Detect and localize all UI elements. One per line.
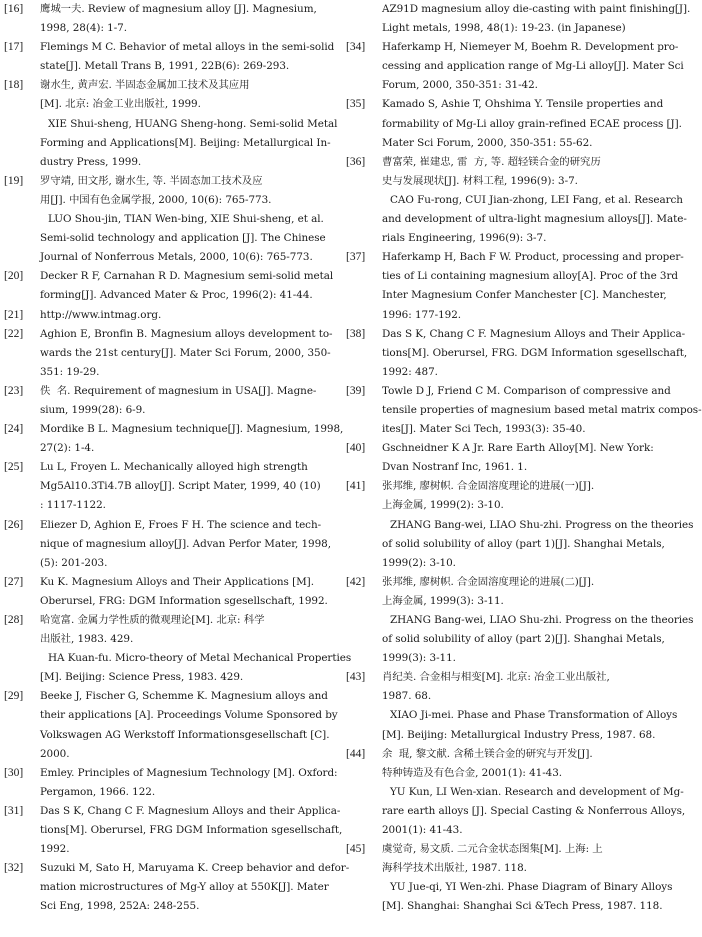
- reference-entry: [346, 668, 678, 744]
- reference-line: ZHANG Bang-wei, LIAO Shu-zhi. Progress on the theories: [390, 614, 694, 626]
- reference-text: [40, 172, 326, 267]
- reference-line: Mater Sci Forum, 2000, 350-351: 55-62.: [382, 136, 593, 149]
- reference-line: forming[J]. Advanced Mater & Proc, 1996(2): 41-44.: [40, 289, 313, 302]
- reference-line: Flemings M C. Behavior of metal alloys in the semi-solid: [40, 41, 335, 54]
- reference-line: wards the 21st century[J]. Mater Sci Forum, 2000, 350-: [40, 346, 331, 359]
- reference-line: 351: 19-29.: [40, 365, 100, 378]
- reference-text: [382, 439, 664, 477]
- reference-line: Haferkamp H, Bach F W. Product, processing and proper-: [382, 251, 684, 264]
- reference-line: dustry Press, 1999.: [40, 155, 142, 168]
- reference-line: Suzuki M, Sato H, Maruyama K. Creep behavior and defor-: [40, 862, 350, 875]
- reference-line: [M]. 北京: 冶金工业出版社, 1999.: [40, 98, 201, 111]
- reference-line: Pergamon, 1966. 122.: [40, 785, 156, 798]
- reference-line: nique of magnesium alloy[J]. Advan Perfor Mater, 1998,: [40, 537, 331, 550]
- reference-text: [382, 745, 686, 840]
- reference-text: [382, 668, 678, 744]
- reference-line: 特种铸造及有色合金, 2001(1): 41-43.: [382, 766, 563, 779]
- reference-line: HA Kuan-fu. Micro-theory of Metal Mechanical Properties: [48, 652, 352, 665]
- reference-entry: [346, 95, 682, 152]
- reference-entry: [4, 516, 331, 573]
- reference-line: 曹富荣, 崔建忠, 雷 方, 等. 超轻镁合金的研究历: [382, 155, 601, 168]
- reference-text: [40, 859, 350, 916]
- reference-line: their applications [A]. Proceedings Volume Sponsored by: [40, 709, 338, 722]
- reference-column-left: [4, 0, 352, 917]
- reference-line: ties of Li containing magnesium alloy[A]. Proc of the 3rd: [382, 270, 679, 283]
- reference-text: [382, 325, 688, 382]
- reference-number: [20]: [4, 270, 24, 283]
- reference-text: [40, 764, 338, 802]
- reference-line: Gschneidner K A Jr. Rare Earth Alloy[M]. New York:: [382, 442, 654, 455]
- reference-number: [31]: [4, 804, 24, 817]
- reference-line: tensile properties of magnesium based metal matrix compos-: [382, 403, 702, 416]
- reference-line: 肖纪美. 合金相与相变[M]. 北京: 冶金工业出版社,: [382, 671, 610, 684]
- reference-line: Haferkamp H, Niemeyer M, Boehm R. Development pro-: [382, 41, 679, 54]
- reference-line: Emley. Principles of Magnesium Technology [M]. Oxford:: [40, 766, 338, 779]
- reference-line: rare earth alloys [J]. Special Casting & Nonferrous Alloys,: [382, 804, 686, 817]
- reference-line: 1999(3): 3-11.: [382, 652, 456, 665]
- reference-line: 余 琨, 黎文献. 含稀土镁合金的研究与开发[J].: [382, 747, 593, 760]
- reference-line: rials Engineering, 1996(9): 3-7.: [382, 232, 547, 245]
- reference-line: Mordike B L. Magnesium technique[J]. Magnesium, 1998,: [40, 423, 344, 436]
- reference-text: [40, 382, 322, 420]
- reference-entry: [4, 802, 343, 859]
- reference-number: [42]: [346, 575, 366, 588]
- reference-line: Ku K. Magnesium Alloys and Their Applications [M].: [40, 575, 314, 588]
- reference-line: 2001(1): 41-43.: [382, 824, 463, 837]
- reference-entry: [4, 306, 322, 325]
- reference-line: YU Kun, LI Wen-xian. Research and development of Mg-: [390, 785, 684, 798]
- reference-entry: [346, 248, 684, 324]
- reference-entry: [346, 573, 694, 668]
- reference-text: [40, 38, 335, 76]
- reference-number: [16]: [4, 3, 24, 15]
- reference-line: YU Jue-qi, YI Wen-zhi. Phase Diagram of Binary Alloys: [390, 881, 673, 894]
- reference-entry: [4, 458, 322, 515]
- reference-line: 上海金属, 1999(2): 3-10.: [382, 499, 504, 512]
- reference-text: [382, 573, 694, 668]
- reference-number: [40]: [346, 442, 366, 455]
- reference-entry: [4, 764, 338, 802]
- reference-text: [382, 382, 702, 439]
- reference-line: 罗守靖, 田文彤, 谢水生, 等. 半固态加工技术及应: [40, 174, 263, 187]
- reference-text: [40, 687, 338, 763]
- reference-text: [382, 38, 684, 95]
- reference-text: [382, 840, 673, 916]
- reference-line: 1996: 177-192.: [382, 308, 462, 321]
- reference-line: [M]. Beijing: Science Press, 1983. 429.: [40, 671, 244, 684]
- reference-number: [24]: [4, 423, 24, 436]
- reference-number: [19]: [4, 174, 24, 187]
- reference-line: (5): 201-203.: [40, 556, 108, 569]
- reference-column-right: [346, 0, 702, 917]
- reference-entry: [4, 76, 338, 171]
- reference-line: [M]. Beijing: Metallurgical Industry Press, 1987. 68.: [382, 728, 656, 741]
- reference-entry: [4, 267, 334, 305]
- reference-number: [34]: [346, 41, 366, 54]
- reference-text: [40, 325, 333, 382]
- reference-line: 哈宽富. 金属力学性质的微观理论[M]. 北京: 科学: [40, 614, 265, 626]
- reference-line: Decker R F, Carnahan R D. Magnesium semi-solid metal: [40, 270, 334, 283]
- reference-entry: [346, 745, 686, 840]
- reference-line: 27(2): 1-4.: [40, 442, 95, 455]
- reference-line: sium, 1999(28): 6-9.: [40, 403, 146, 416]
- reference-number: [36]: [346, 155, 366, 168]
- reference-line: Journal of Nonferrous Metals, 2000, 10(6): 765-773.: [40, 251, 313, 264]
- reference-line: 1998, 28(4): 1-7.: [40, 22, 127, 35]
- reference-line: mation microstructures of Mg-Y alloy at 550K[J]. Mater: [40, 881, 329, 894]
- reference-entry: [346, 477, 694, 572]
- reference-line: Forum, 2000, 350-351: 31-42.: [382, 79, 538, 92]
- reference-text: [40, 573, 328, 611]
- reference-text: [382, 95, 682, 152]
- reference-line: Sci Eng, 1998, 252A: 248-255.: [40, 900, 200, 913]
- reference-line: 用[J]. 中国有色金属学报, 2000, 10(6): 765-773.: [40, 193, 272, 206]
- reference-entry: [4, 0, 322, 38]
- reference-entry: [346, 439, 664, 477]
- reference-number: [21]: [4, 308, 24, 321]
- reference-line: tions[M]. Oberursel, FRG. DGM Information sgesellschaft,: [382, 346, 688, 359]
- reference-entry: [4, 38, 335, 76]
- reference-number: [22]: [4, 327, 24, 340]
- reference-line: 1992: 487.: [382, 365, 438, 378]
- reference-line: 鹰城一夫. Review of magnesium alloy [J]. Magnesium,: [40, 3, 317, 15]
- reference-text: [40, 802, 343, 859]
- reference-line: 张邦维, 廖树帜. 合金固溶度理论的进展(二)[J].: [382, 575, 595, 588]
- reference-entry: [346, 153, 687, 248]
- reference-line: 张邦维, 廖树帜. 合金固溶度理论的进展(一)[J].: [382, 480, 595, 493]
- reference-text: [40, 458, 322, 515]
- reference-line: of solid solubility of alloy (part 1)[J]. Shanghai Metals,: [382, 537, 665, 550]
- reference-line: 史与发展现状[J]. 材料工程, 1996(9): 3-7.: [382, 174, 578, 187]
- reference-line: Light metals, 1998, 48(1): 19-23. (in Japanese): [382, 22, 626, 35]
- reference-line: 1987. 68.: [382, 690, 432, 703]
- reference-number: [28]: [4, 614, 24, 626]
- reference-text: [382, 0, 691, 38]
- reference-line: 海科学技术出版社, 1987. 118.: [382, 862, 527, 875]
- reference-text: [382, 477, 694, 572]
- reference-line: Volkswagen AG Werkstoff Informationsgesellschaft [C].: [40, 728, 330, 741]
- reference-entry: [4, 611, 352, 687]
- reference-line: state[J]. Metall Trans B, 1991, 22B(6): 269-293.: [40, 60, 290, 73]
- reference-text: [40, 76, 338, 171]
- reference-line: Towle D J, Friend C M. Comparison of compressive and: [382, 384, 671, 397]
- reference-number: [23]: [4, 384, 24, 397]
- reference-line: Das S K, Chang C F. Magnesium Alloys and their Applica-: [40, 804, 341, 817]
- reference-line: : 1117-1122.: [40, 499, 106, 512]
- reference-number: [30]: [4, 766, 24, 779]
- reference-entry: [4, 859, 350, 916]
- reference-line: Mg5Al10.3Ti4.7B alloy[J]. Script Mater, 1999, 40 (10): [40, 480, 321, 493]
- reference-line: 虞觉奇, 易文质. 二元合金状态图集[M]. 上海: 上: [382, 843, 603, 856]
- reference-line: Forming and Applications[M]. Beijing: Metallurgical In-: [40, 136, 331, 149]
- reference-line: LUO Shou-jin, TIAN Wen-bing, XIE Shui-sheng, et al.: [48, 213, 324, 226]
- reference-text: [382, 248, 684, 324]
- reference-line: ites[J]. Mater Sci Tech, 1993(3): 35-40.: [382, 423, 586, 436]
- reference-line: XIAO Ji-mei. Phase and Phase Transformation of Alloys: [390, 709, 678, 722]
- reference-line: Kamado S, Ashie T, Ohshima Y. Tensile properties and: [382, 98, 664, 111]
- reference-number: [25]: [4, 461, 24, 474]
- reference-line: tions[M]. Oberursel, FRG DGM Information sgesellschaft,: [40, 824, 343, 837]
- reference-line: Oberursel, FRG: DGM Information sgesellschaft, 1992.: [40, 594, 328, 607]
- reference-line: and development of ultra-light magnesium alloys[J]. Mate-: [382, 213, 687, 226]
- reference-entry: [4, 382, 322, 420]
- reference-number: [43]: [346, 671, 366, 684]
- reference-line: Aghion E, Bronfin B. Magnesium alloys development to-: [40, 327, 333, 340]
- reference-entry: [346, 0, 691, 38]
- reference-number: [27]: [4, 575, 24, 588]
- reference-entry: [4, 573, 328, 611]
- reference-line: Lu L, Froyen L. Mechanically alloyed high strength: [40, 461, 308, 474]
- reference-number: [44]: [346, 747, 366, 760]
- reference-text: [40, 306, 322, 325]
- reference-line: Inter Magnesium Confer Manchester [C]. Manchester,: [382, 289, 667, 302]
- reference-line: 出版社, 1983. 429.: [40, 633, 134, 646]
- reference-text: [40, 516, 331, 573]
- reference-line: http://www.intmag.org.: [40, 308, 162, 321]
- reference-number: [17]: [4, 41, 24, 54]
- reference-text: [40, 0, 322, 38]
- reference-line: Das S K, Chang C F. Magnesium Alloys and Their Applica-: [382, 327, 686, 340]
- reference-line: Eliezer D, Aghion E, Froes F H. The science and tech-: [40, 518, 322, 531]
- reference-text: [40, 420, 344, 458]
- reference-line: Semi-solid technology and application [J]. The Chinese: [40, 232, 326, 245]
- reference-line: 2000.: [40, 747, 70, 760]
- reference-text: [40, 611, 352, 687]
- reference-line: [M]. Shanghai: Shanghai Sci &Tech Press, 1987. 118.: [382, 900, 663, 913]
- reference-line: 上海金属, 1999(3): 3-11.: [382, 594, 504, 607]
- reference-number: [32]: [4, 862, 24, 875]
- reference-entry: [346, 840, 673, 916]
- reference-entry: [4, 420, 344, 458]
- reference-number: [39]: [346, 384, 366, 397]
- reference-number: [18]: [4, 79, 24, 92]
- reference-line: of solid solubility of alloy (part 2)[J]. Shanghai Metals,: [382, 633, 665, 646]
- reference-line: Beeke J, Fischer G, Schemme K. Magnesium alloys and: [40, 690, 328, 703]
- reference-line: 佚 名. Requirement of magnesium in USA[J]. Magne-: [40, 384, 317, 397]
- reference-entry: [346, 38, 684, 95]
- reference-entry: [4, 325, 333, 382]
- reference-entry: [4, 172, 326, 267]
- reference-line: formability of Mg-Li alloy grain-refined ECAE process [J].: [382, 117, 682, 130]
- reference-line: 1999(2): 3-10.: [382, 556, 456, 569]
- reference-line: Dvan Nostranf Inc, 1961. 1.: [382, 461, 528, 474]
- reference-number: [38]: [346, 327, 366, 340]
- reference-entry: [4, 687, 338, 763]
- reference-entry: [346, 382, 702, 439]
- reference-number: [35]: [346, 98, 366, 111]
- reference-text: [40, 267, 334, 305]
- reference-number: [26]: [4, 518, 24, 531]
- reference-line: 1992.: [40, 843, 70, 856]
- reference-line: AZ91D magnesium alloy die-casting with paint finishing[J].: [382, 3, 691, 15]
- reference-line: cessing and application range of Mg-Li alloy[J]. Mater Sci: [382, 60, 684, 73]
- reference-number: [41]: [346, 480, 366, 493]
- reference-line: CAO Fu-rong, CUI Jian-zhong, LEI Fang, et al. Research: [390, 193, 683, 206]
- reference-line: XIE Shui-sheng, HUANG Sheng-hong. Semi-solid Metal: [48, 117, 338, 130]
- reference-number: [45]: [346, 843, 366, 856]
- reference-line: 谢水生, 黄声宏. 半固态金属加工技术及其应用: [40, 79, 250, 92]
- reference-entry: [346, 325, 688, 382]
- reference-number: [37]: [346, 251, 366, 264]
- reference-number: [29]: [4, 690, 24, 703]
- reference-line: ZHANG Bang-wei, LIAO Shu-zhi. Progress on the theories: [390, 518, 694, 531]
- reference-text: [382, 153, 687, 248]
